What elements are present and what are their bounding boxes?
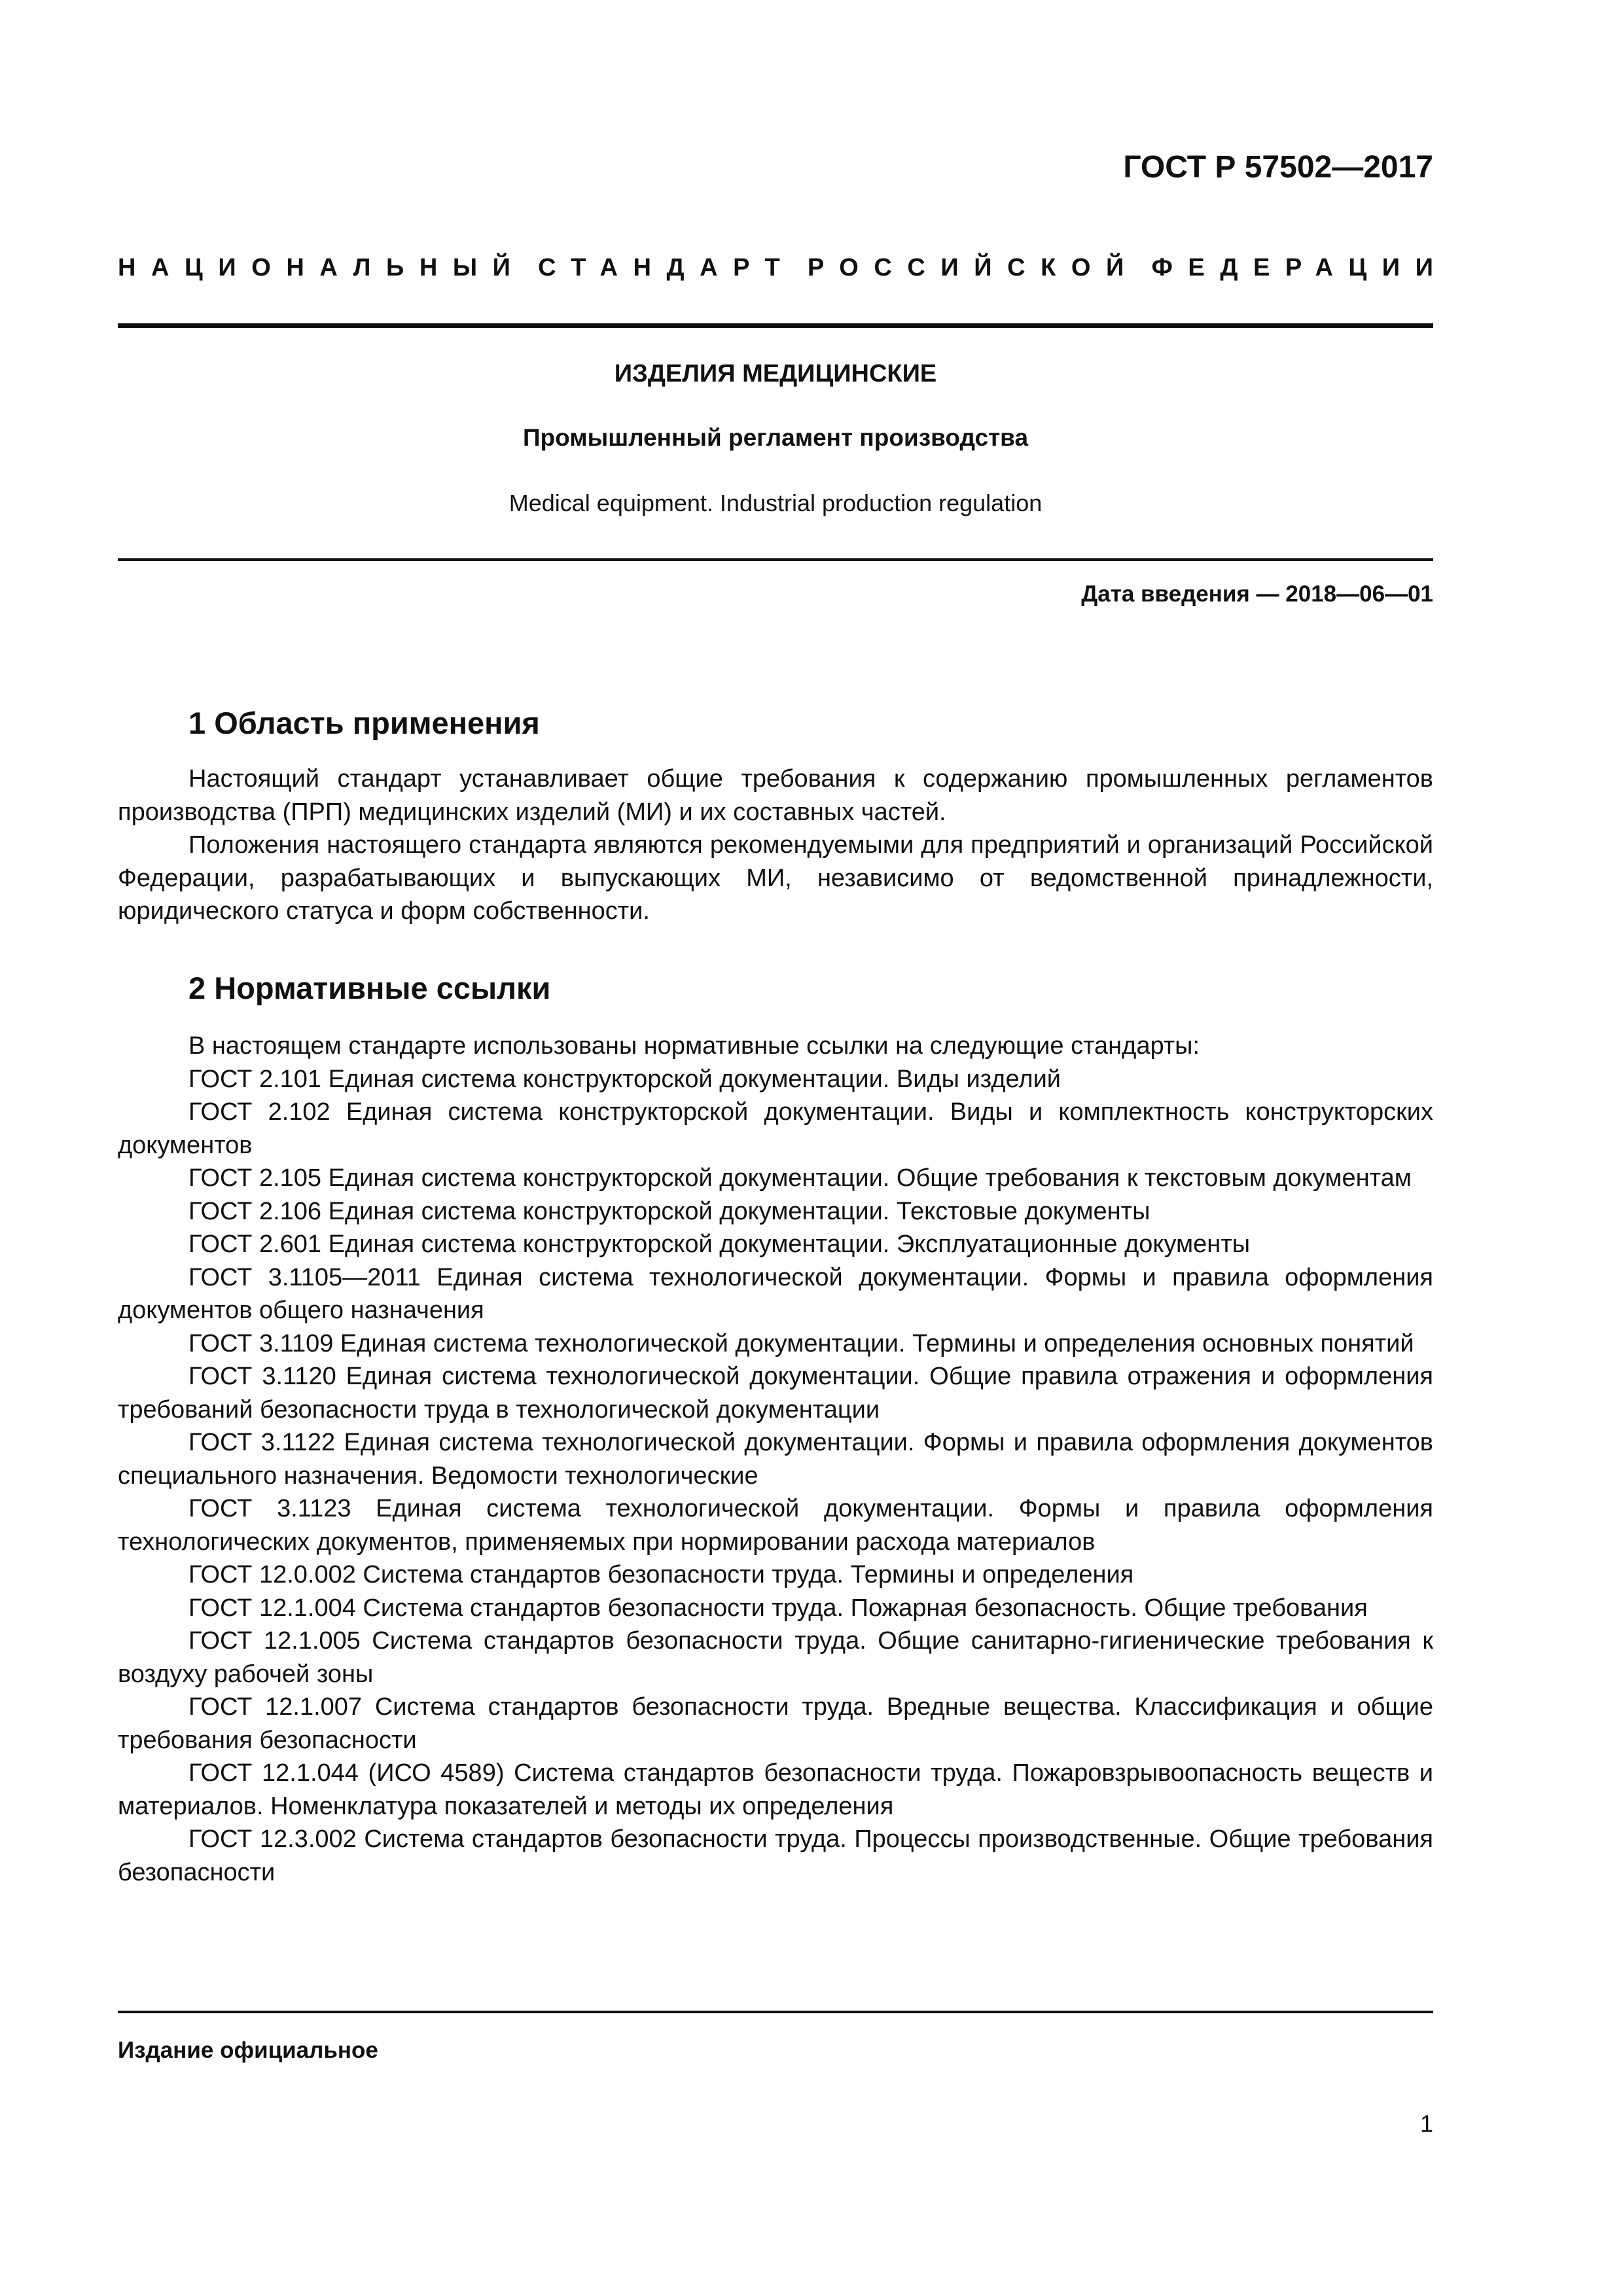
reference-item: ГОСТ 12.3.002 Система стандартов безопасности труда. Процессы производственные. Общие требования безопасности [118, 1825, 1433, 1886]
reference-item: ГОСТ 2.106 Единая система конструкторской документации. Текстовые документы [188, 1197, 1150, 1225]
section-heading-scope: 1 Область применения [188, 706, 540, 740]
standard-title: ИЗДЕЛИЯ МЕДИЦИНСКИЕ [614, 360, 937, 387]
header-divider [118, 323, 1433, 328]
reference-item: ГОСТ 2.102 Единая система конструкторской документации. Виды и комплектность конструкторских документов [118, 1098, 1433, 1159]
reference-item: ГОСТ 2.101 Единая система конструкторской документации. Виды изделий [188, 1065, 1061, 1093]
reference-item: ГОСТ 3.1123 Единая система технологической документации. Формы и правила оформления технологических документов, применяемых при нормировании расхода материалов [118, 1495, 1433, 1556]
section-heading-normative-references: 2 Нормативные ссылки [188, 971, 551, 1005]
page-number: 1 [1419, 2110, 1433, 2137]
introduction-date: Дата введения — 2018—06—01 [1081, 581, 1433, 607]
reference-item: ГОСТ 3.1122 Единая система технологической документации. Формы и правила оформления документов специального назначения. Ведомости технологические [118, 1429, 1433, 1490]
reference-item: ГОСТ 12.1.004 Система стандартов безопасности труда. Пожарная безопасность. Общие требования [188, 1594, 1368, 1622]
reference-item: ГОСТ 3.1105—2011 Единая система технологической документации. Формы и правила оформления документов общего назначения [118, 1263, 1433, 1324]
section-body-normative-references [118, 1030, 1433, 1889]
standard-subtitle: Промышленный регламент производства [522, 424, 1029, 451]
edition-label: Издание официальное [118, 2037, 378, 2063]
national-standard-title [118, 254, 1449, 282]
national-standard-word: РОССИЙСКОЙ [807, 254, 1139, 281]
paragraph: В настоящем стандарте использованы нормативные ссылки на следующие стандарты: [188, 1032, 1200, 1060]
national-standard-word: ФЕДЕРАЦИИ [1151, 254, 1449, 281]
reference-item: ГОСТ 2.105 Единая система конструкторской документации. Общие требования к текстовым документам [188, 1164, 1412, 1192]
national-standard-word: СТАНДАРТ [538, 254, 796, 281]
national-standard-word: НАЦИОНАЛЬНЫЙ [118, 254, 526, 281]
reference-item: ГОСТ 12.1.007 Система стандартов безопасности труда. Вредные вещества. Классификация и общие требования безопасности [118, 1693, 1433, 1754]
standard-english-title: Medical equipment. Industrial production regulation [508, 490, 1043, 516]
title-divider [118, 558, 1433, 561]
reference-item: ГОСТ 12.1.005 Система стандартов безопасности труда. Общие санитарно-гигиенические требования к воздуху рабочей зоны [118, 1627, 1433, 1688]
reference-item: ГОСТ 12.0.002 Система стандартов безопасности труда. Термины и определения [188, 1561, 1134, 1588]
document-code: ГОСТ Р 57502—2017 [1123, 150, 1433, 185]
footer-divider [118, 2011, 1433, 2013]
paragraph: Положения настоящего стандарта являются рекомендуемыми для предприятий и организаций Российской Федерации, разрабатывающих и выпускающих МИ, независимо от ведомственной принадлежности, юридического статуса и форм собственности. [118, 831, 1433, 925]
reference-item: ГОСТ 3.1120 Единая система технологической документации. Общие правила отражения и оформления требований безопасности труда в технологической документации [118, 1363, 1433, 1424]
reference-item: ГОСТ 12.1.044 (ИСО 4589) Система стандартов безопасности труда. Пожаровзрывоопасность веществ и материалов. Номенклатура показателей и методы их определения [118, 1759, 1433, 1820]
reference-item: ГОСТ 2.601 Единая система конструкторской документации. Эксплуатационные документы [188, 1230, 1251, 1258]
section-body-scope [118, 762, 1433, 928]
paragraph: Настоящий стандарт устанавливает общие требования к содержанию промышленных регламентов производства (ПРП) медицинских изделий (МИ) и их составных частей. [118, 765, 1433, 826]
reference-item: ГОСТ 3.1109 Единая система технологической документации. Термины и определения основных понятий [188, 1329, 1414, 1357]
